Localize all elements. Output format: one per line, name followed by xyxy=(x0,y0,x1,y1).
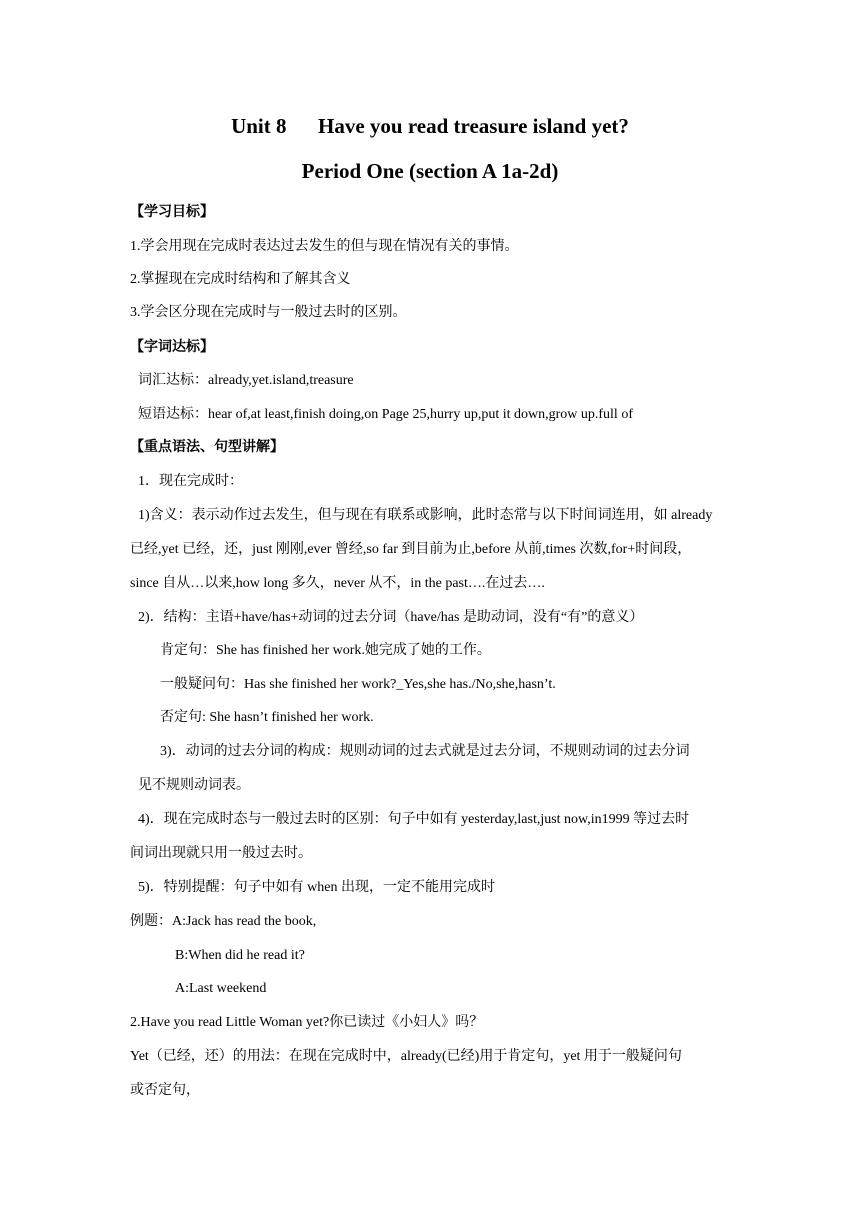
meaning-line-2: 已经,yet 已经，还，just 刚刚,ever 曾经,so far 到目前为止,before 从前,times 次数,for+时间段， xyxy=(130,542,692,557)
document-title: Unit 8 Have you read treasure island yet? xyxy=(231,114,629,138)
vocab-phrases: 短语达标：hear of,at least,finish doing,on Page 25,hurry up,put it down,grow up.full of xyxy=(138,407,633,422)
participle-line-1: 3)．动词的过去分词的构成：规则动词的过去式就是过去分词，不规则动词的过去分词 xyxy=(160,744,690,759)
meaning-line-1: 1)含义：表示动作过去发生，但与现在有联系或影响，此时态常与以下时间词连用，如 already xyxy=(138,508,713,523)
grammar-heading: 【重点语法、句型讲解】 xyxy=(130,440,284,455)
vocab-words: 词汇达标：already,yet.island,treasure xyxy=(138,373,354,388)
goal-item-1: 1.学会用现在完成时表达过去发生的但与现在情况有关的事情。 xyxy=(130,239,519,254)
structure-line: 2)．结构：主语+have/has+动词的过去分词（have/has 是助动词，没有“有”的意义） xyxy=(138,610,644,625)
difference-line-2: 间词出现就只用一般过去时。 xyxy=(130,846,312,861)
participle-line-2: 见不规则动词表。 xyxy=(138,778,250,793)
question-sentence: 一般疑问句：Has she finished her work?_Yes,she has./No,she,hasn’t. xyxy=(160,677,556,692)
document-subtitle: Period One (section A 1a-2d) xyxy=(301,159,559,183)
example-line-a: 例题：A:Jack has read the book, xyxy=(130,914,317,929)
grammar-item-2: 2.Have you read Little Woman yet?你已读过《小妇人》吗？ xyxy=(130,1015,484,1030)
negative-sentence: 否定句: She hasn’t finished her work. xyxy=(160,710,374,725)
example-line-a2: A:Last weekend xyxy=(175,981,267,996)
goal-item-3: 3.学会区分现在完成时与一般过去时的区别。 xyxy=(130,305,407,320)
reminder-line: 5)．特别提醒：句子中如有 when 出现，一定不能用完成时 xyxy=(138,880,495,895)
difference-line-1: 4)．现在完成时态与一般过去时的区别：句子中如有 yesterday,last,just now,in1999 等过去时 xyxy=(138,812,690,827)
goals-heading: 【学习目标】 xyxy=(130,205,214,220)
affirmative-sentence: 肯定句：She has finished her work.她完成了她的工作。 xyxy=(160,643,491,658)
goal-item-2: 2.掌握现在完成时结构和了解其含义 xyxy=(130,272,351,287)
meaning-line-3: since 自从…以来,how long 多久，never 从不，in the past….在过去…. xyxy=(130,576,545,591)
example-line-b: B:When did he read it? xyxy=(175,948,305,963)
vocab-heading: 【字词达标】 xyxy=(130,340,214,355)
grammar-item-1: 1．现在完成时： xyxy=(138,474,243,489)
yet-usage-line-1: Yet（已经，还）的用法：在现在完成时中，already(已经)用于肯定句，yet 用于一般疑问句 xyxy=(130,1049,682,1064)
yet-usage-line-2: 或否定句， xyxy=(130,1083,200,1098)
